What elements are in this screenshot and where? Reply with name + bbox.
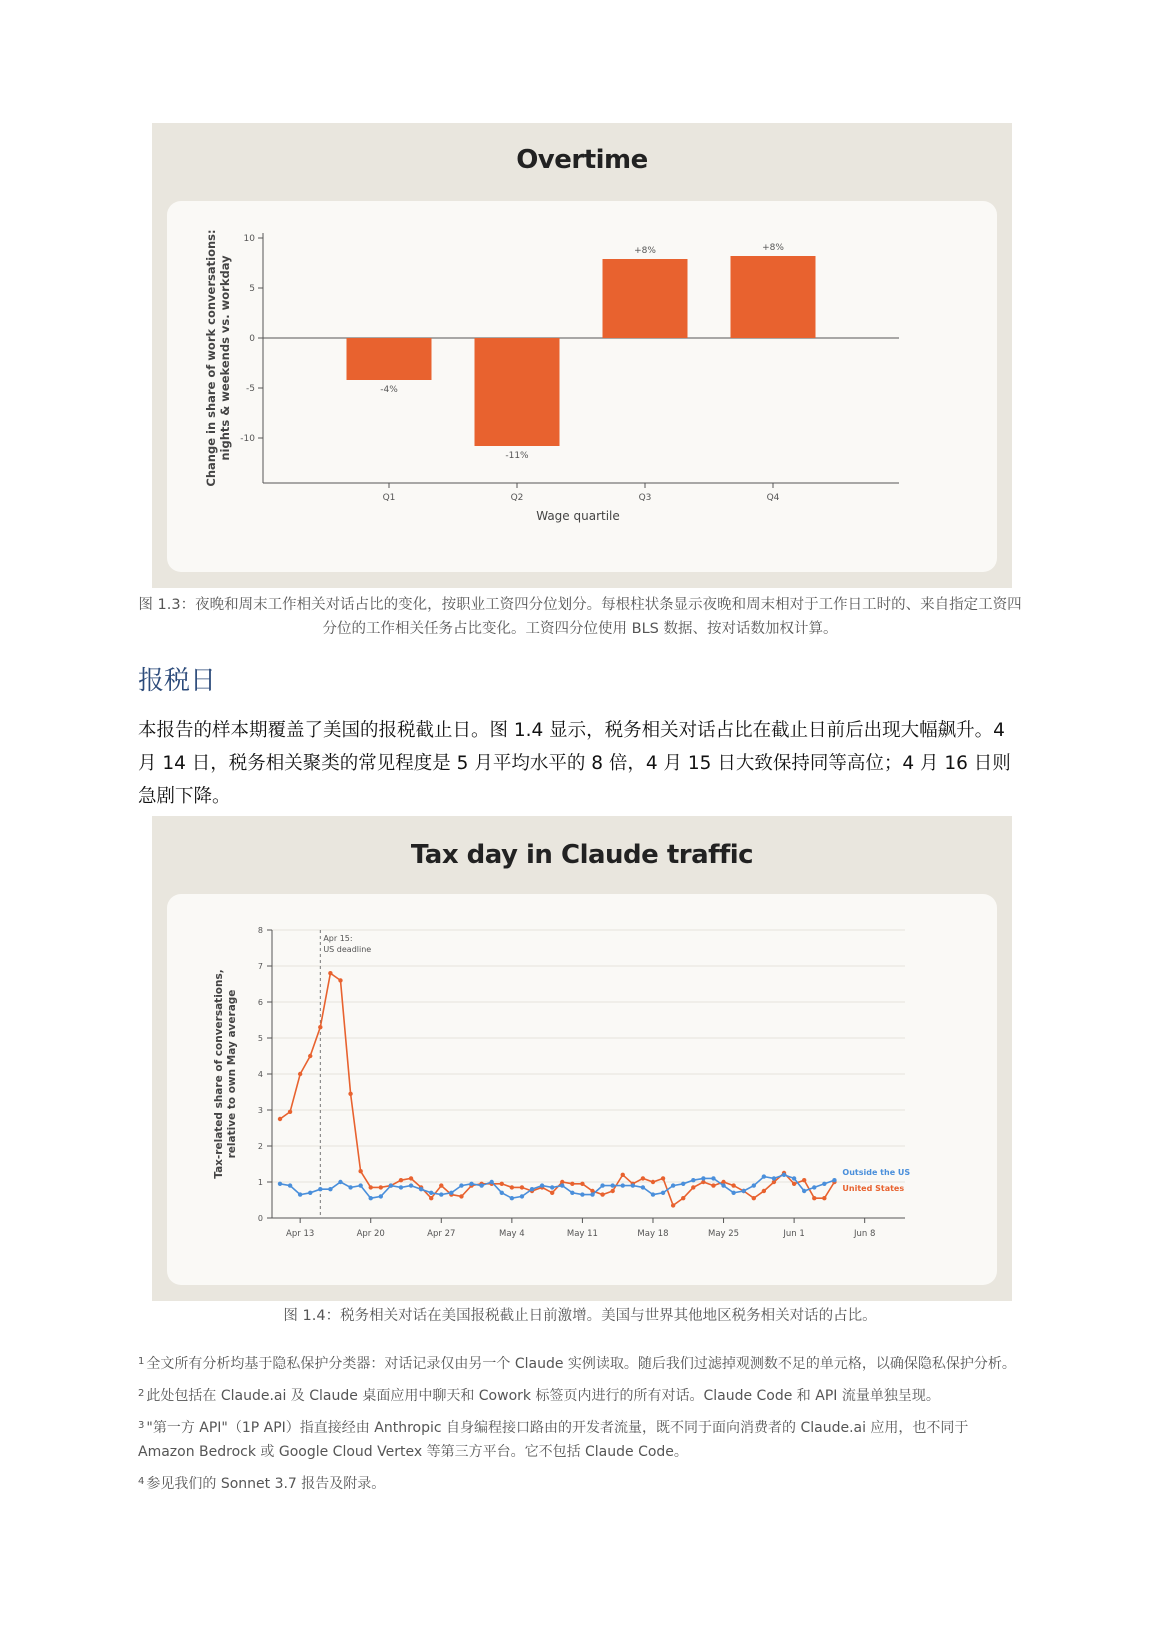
y-tick-label: 5 (249, 284, 255, 294)
data-point (369, 1196, 373, 1200)
taxday-chart-card (167, 894, 997, 1285)
data-point (278, 1117, 282, 1121)
y-tick-label: 6 (257, 998, 263, 1007)
bar-q4 (731, 256, 816, 338)
data-point (369, 1185, 373, 1189)
taxday-chart-title: Tax day in Claude traffic (410, 840, 754, 870)
x-tick-label: Apr 13 (286, 1229, 315, 1239)
y-tick-label: -5 (246, 384, 255, 394)
data-point (500, 1182, 504, 1186)
series-end-label: Outside the US (842, 1168, 911, 1177)
deadline-label: US deadline (323, 945, 372, 954)
y-tick-label: 2 (257, 1142, 263, 1151)
series-united-states (278, 971, 837, 1208)
data-point (318, 1025, 322, 1029)
data-point (429, 1191, 433, 1195)
data-point (379, 1185, 383, 1189)
data-point (752, 1183, 756, 1187)
data-point (782, 1173, 786, 1177)
footnotes (138, 1350, 1022, 1502)
data-point (621, 1183, 625, 1187)
data-point (318, 1187, 322, 1191)
x-tick-label: May 25 (708, 1229, 740, 1239)
data-point (399, 1178, 403, 1182)
x-tick-label: Q2 (510, 493, 524, 503)
data-point (762, 1189, 766, 1193)
data-point (469, 1182, 473, 1186)
data-point (348, 1185, 352, 1189)
data-point (520, 1185, 524, 1189)
footnote-text: "第一方 API"（1P API）指直接经由 Anthropic 自身编程接口路由的开发者流量，既不同于面向消费者的 Claude.ai 应用，也不同于 Amazon Bedrock 或 Google Cloud Vertex 等第三方平台。它不包括 Claude Code。 (138, 1420, 969, 1460)
data-point (540, 1183, 544, 1187)
data-point (489, 1180, 493, 1184)
data-point (530, 1187, 534, 1191)
data-point (389, 1183, 393, 1187)
section-paragraph: 本报告的样本期覆盖了美国的报税截止日。图 1.4 显示，税务相关对话占比在截止日前后出现大幅飙升。4 月 14 日，税务相关聚类的常见程度是 5 月平均水平的 8 倍，4 月 15 日大致保持同等高位；4 月 16 日则急剧下降。 (138, 720, 1011, 807)
taxday-line-chart (167, 894, 997, 1285)
x-tick-label: May 11 (566, 1229, 598, 1239)
footnote-text: 参见我们的 Sonnet 3.7 报告及附录。 (146, 1476, 386, 1492)
y-tick-label: -10 (240, 434, 255, 444)
y-axis-label (213, 969, 238, 1178)
data-point (278, 1182, 282, 1186)
data-point (681, 1196, 685, 1200)
footnote-1 (138, 1350, 1022, 1376)
y-tick-label: 0 (249, 334, 255, 344)
x-tick-label: Apr 27 (427, 1229, 456, 1239)
data-point (449, 1191, 453, 1195)
series-outside-the-us (278, 1173, 837, 1201)
data-point (439, 1183, 443, 1187)
data-point (772, 1176, 776, 1180)
overtime-chart-title: Overtime (516, 145, 648, 175)
data-point (419, 1187, 423, 1191)
data-point (308, 1191, 312, 1195)
y-axis-label (204, 229, 232, 486)
y-tick-label: 1 (257, 1178, 263, 1187)
deadline-label: Apr 15: (323, 934, 353, 943)
data-point (439, 1192, 443, 1196)
data-point (822, 1182, 826, 1186)
taxday-figure (152, 816, 1012, 1301)
x-tick-label: Q4 (766, 493, 780, 503)
data-point (550, 1191, 554, 1195)
data-point (812, 1196, 816, 1200)
x-tick-label: May 4 (499, 1229, 525, 1239)
data-point (721, 1183, 725, 1187)
data-point (580, 1182, 584, 1186)
y-tick-label: 0 (257, 1214, 263, 1223)
data-point (459, 1194, 463, 1198)
data-point (570, 1191, 574, 1195)
section-heading: 报税日 (138, 666, 217, 696)
data-point (681, 1182, 685, 1186)
data-point (379, 1194, 383, 1198)
footnote-mark: 1 (138, 1356, 145, 1367)
footnote-mark: 4 (138, 1476, 145, 1487)
data-point (762, 1174, 766, 1178)
data-point (731, 1191, 735, 1195)
data-point (479, 1183, 483, 1187)
data-point (711, 1183, 715, 1187)
data-point (308, 1054, 312, 1058)
data-point (520, 1194, 524, 1198)
bar-data-label: -4% (380, 385, 398, 395)
data-point (731, 1183, 735, 1187)
x-tick-label: Apr 20 (356, 1229, 385, 1239)
data-point (661, 1176, 665, 1180)
overtime-bar-chart (167, 201, 997, 572)
data-point (409, 1183, 413, 1187)
data-point (651, 1180, 655, 1184)
data-point (358, 1169, 362, 1173)
y-axis-label-line: relative to own May average (226, 989, 238, 1159)
data-point (812, 1185, 816, 1189)
data-point (510, 1185, 514, 1189)
series-line (280, 973, 834, 1205)
data-point (600, 1192, 604, 1196)
data-point (409, 1176, 413, 1180)
footnote-text: 此处包括在 Claude.ai 及 Claude 桌面应用中聊天和 Cowork 标签页内进行的所有对话。Claude Code 和 API 流量单独呈现。 (146, 1388, 940, 1404)
data-point (459, 1183, 463, 1187)
y-axis-label-line: Tax-related share of conversations, (213, 969, 225, 1179)
data-point (701, 1176, 705, 1180)
y-tick-label: 5 (257, 1034, 263, 1043)
data-point (711, 1176, 715, 1180)
bar-q1 (347, 338, 432, 380)
data-point (651, 1192, 655, 1196)
data-point (328, 1187, 332, 1191)
data-point (429, 1196, 433, 1200)
data-point (661, 1191, 665, 1195)
data-point (752, 1196, 756, 1200)
data-point (822, 1196, 826, 1200)
y-axis-label-line: nights & weekends vs. workday (218, 255, 232, 461)
data-point (550, 1185, 554, 1189)
data-point (338, 978, 342, 982)
overtime-figure (152, 123, 1012, 588)
data-point (570, 1182, 574, 1186)
data-point (691, 1178, 695, 1182)
y-tick-label: 10 (243, 234, 255, 244)
data-point (792, 1182, 796, 1186)
data-point (671, 1183, 675, 1187)
data-point (500, 1191, 504, 1195)
figure-1-3-caption: 图 1.3：夜晚和周末工作相关对话占比的变化，按职业工资四分位划分。每根柱状条显示夜晚和周末相对于工作日工时的、来自指定工资四分位的工作相关任务占比变化。工资四分位使用 BLS 数据、按对话数加权计算。 (138, 597, 1022, 637)
data-point (792, 1176, 796, 1180)
footnote-text: 全文所有分析均基于隐私保护分类器：对话记录仅由另一个 Claude 实例读取。随后我们过滤掉观测数不足的单元格，以确保隐私保护分析。 (146, 1356, 1016, 1372)
y-tick-label: 4 (257, 1070, 263, 1079)
x-tick-label: Jun 1 (783, 1229, 805, 1239)
data-point (298, 1192, 302, 1196)
data-point (560, 1183, 564, 1187)
data-point (348, 1092, 352, 1096)
bar-data-label: -11% (505, 451, 529, 461)
series-end-label: United States (842, 1184, 905, 1193)
series-line (280, 1175, 834, 1198)
overtime-chart-card (167, 201, 997, 572)
data-point (610, 1189, 614, 1193)
data-point (691, 1185, 695, 1189)
data-point (610, 1183, 614, 1187)
data-point (358, 1183, 362, 1187)
x-tick-label: May 18 (637, 1229, 669, 1239)
footnote-2 (138, 1382, 1022, 1408)
bar-data-label: +8% (634, 246, 656, 256)
data-point (328, 971, 332, 975)
footnote-3 (138, 1414, 1022, 1464)
data-point (832, 1178, 836, 1182)
bar-q2 (475, 338, 560, 446)
data-point (600, 1183, 604, 1187)
data-point (288, 1110, 292, 1114)
footnote-mark: 2 (138, 1388, 145, 1399)
data-point (288, 1183, 292, 1187)
data-point (802, 1178, 806, 1182)
data-point (399, 1185, 403, 1189)
data-point (338, 1180, 342, 1184)
bar-q3 (603, 259, 688, 338)
data-point (510, 1196, 514, 1200)
y-axis-label-line: Change in share of work conversations: (204, 229, 218, 487)
data-point (742, 1189, 746, 1193)
data-point (621, 1173, 625, 1177)
bar-data-label: +8% (762, 243, 784, 253)
x-axis-label: Wage quartile (536, 509, 620, 523)
footnote-4 (138, 1470, 1022, 1496)
x-tick-label: Q1 (382, 493, 396, 503)
data-point (298, 1072, 302, 1076)
data-point (671, 1203, 675, 1207)
footnote-mark: 3 (138, 1420, 145, 1431)
x-tick-label: Jun 8 (853, 1229, 876, 1239)
data-point (631, 1183, 635, 1187)
data-point (590, 1192, 594, 1196)
data-point (580, 1192, 584, 1196)
y-tick-label: 3 (257, 1106, 263, 1115)
data-point (802, 1189, 806, 1193)
data-point (641, 1185, 645, 1189)
x-tick-label: Q3 (638, 493, 652, 503)
figure-1-4-caption: 图 1.4：税务相关对话在美国报税截止日前激增。美国与世界其他地区税务相关对话的占比。 (283, 1308, 877, 1324)
data-point (641, 1176, 645, 1180)
y-tick-label: 8 (257, 926, 263, 935)
y-tick-label: 7 (257, 962, 263, 971)
